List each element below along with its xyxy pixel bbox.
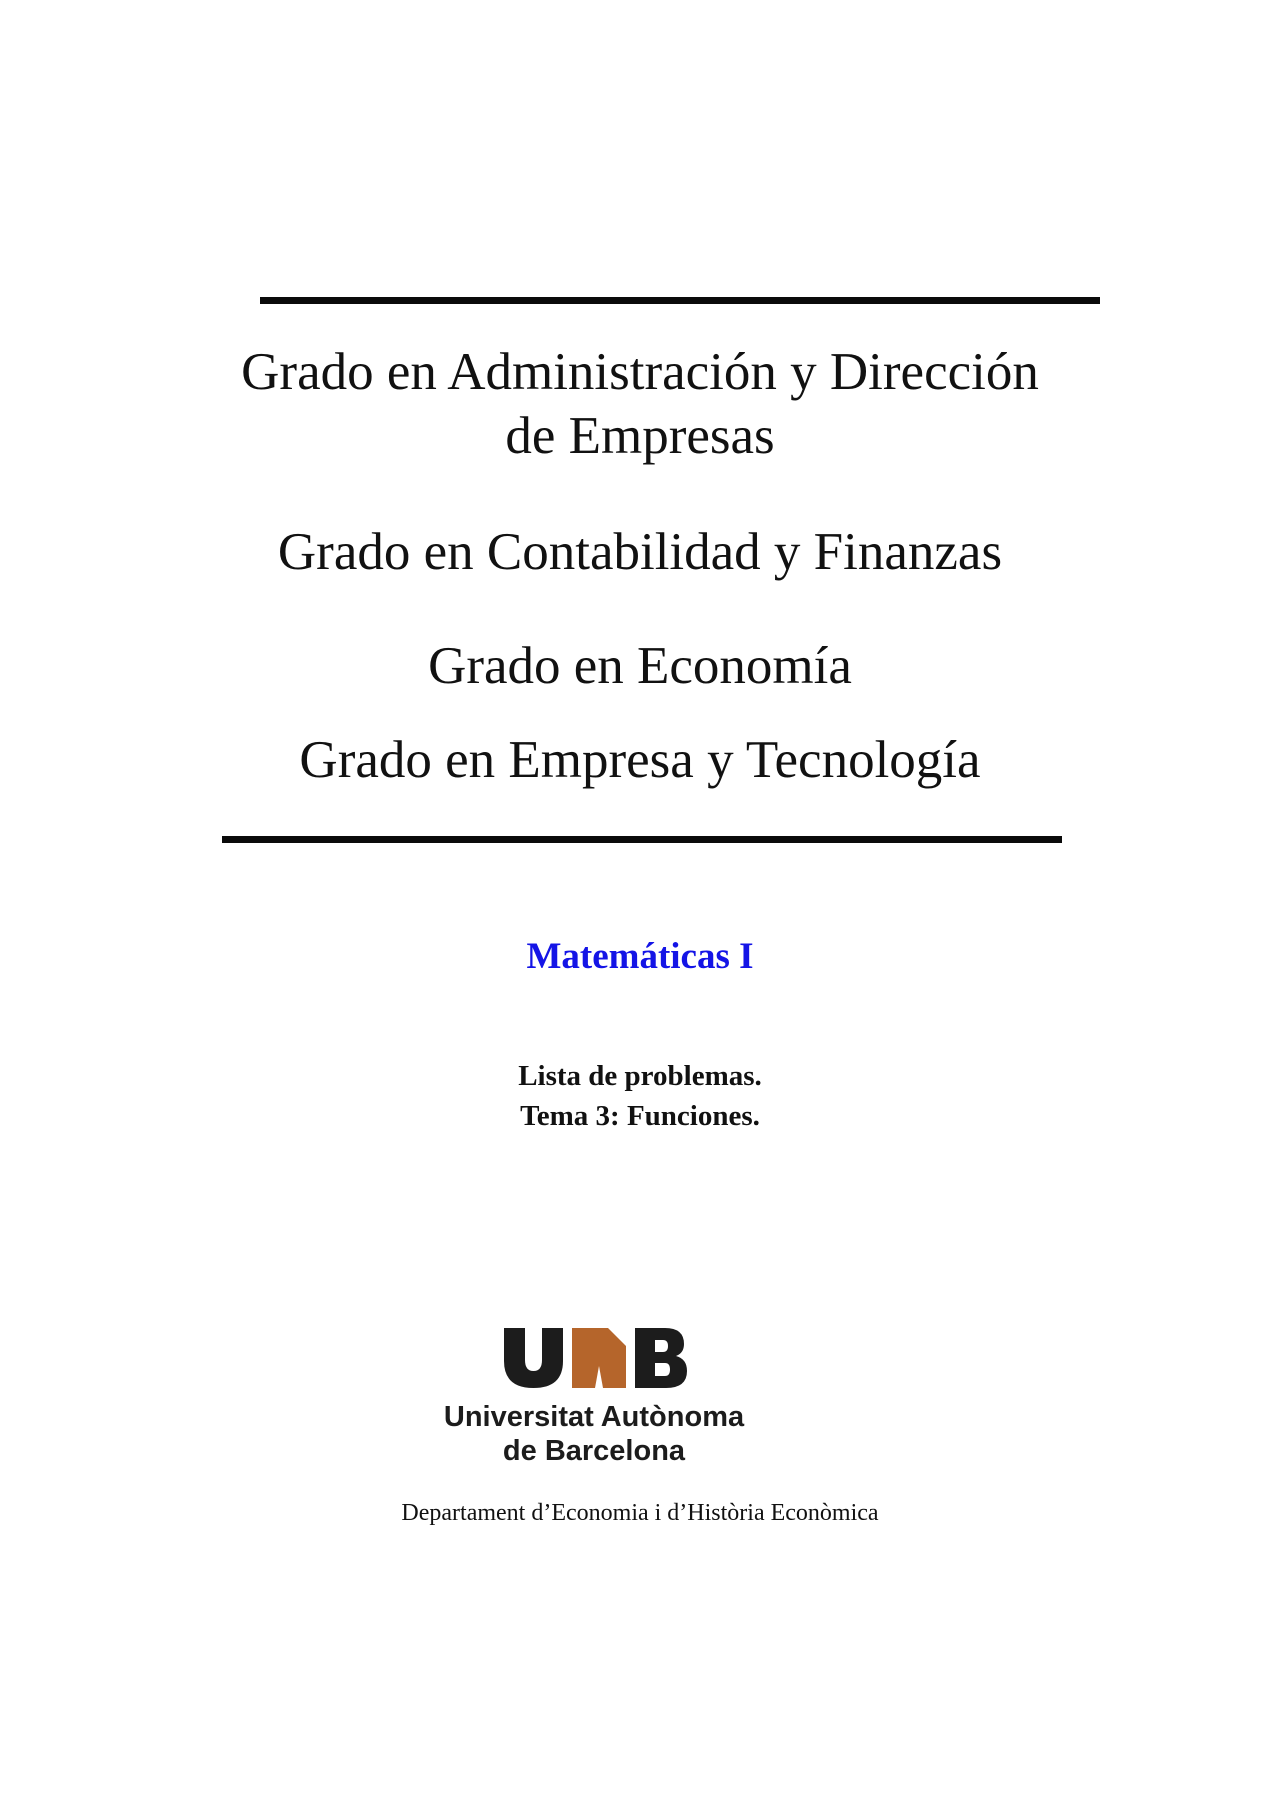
degree-title-ade [0,340,1280,468]
degree-title-line: Grado en Administración y Dirección [241,343,1039,401]
top-rule [260,297,1100,304]
degree-title-economia: Grado en Economía [428,637,852,695]
bottom-rule [222,836,1062,843]
uab-logo [443,1318,804,1468]
degree-title-empresa-tecnologia: Grado en Empresa y Tecnología [299,731,981,789]
logo-name-line2: de Barcelona [502,1435,686,1467]
logo-letter-b [635,1328,687,1388]
department-name: Departament d’Economia i d’Història Econòmica [401,1500,879,1526]
logo-name-line1: Universitat Autònoma [443,1401,745,1433]
course-title: Matemáticas I [526,936,754,977]
topic-title: Tema 3: Funciones. [520,1100,760,1132]
degree-title-line: de Empresas [505,407,775,465]
logo-letter-u [504,1328,563,1388]
degree-title-contabilidad: Grado en Contabilidad y Finanzas [277,523,1003,581]
document-type: Lista de problemas. [518,1060,762,1092]
